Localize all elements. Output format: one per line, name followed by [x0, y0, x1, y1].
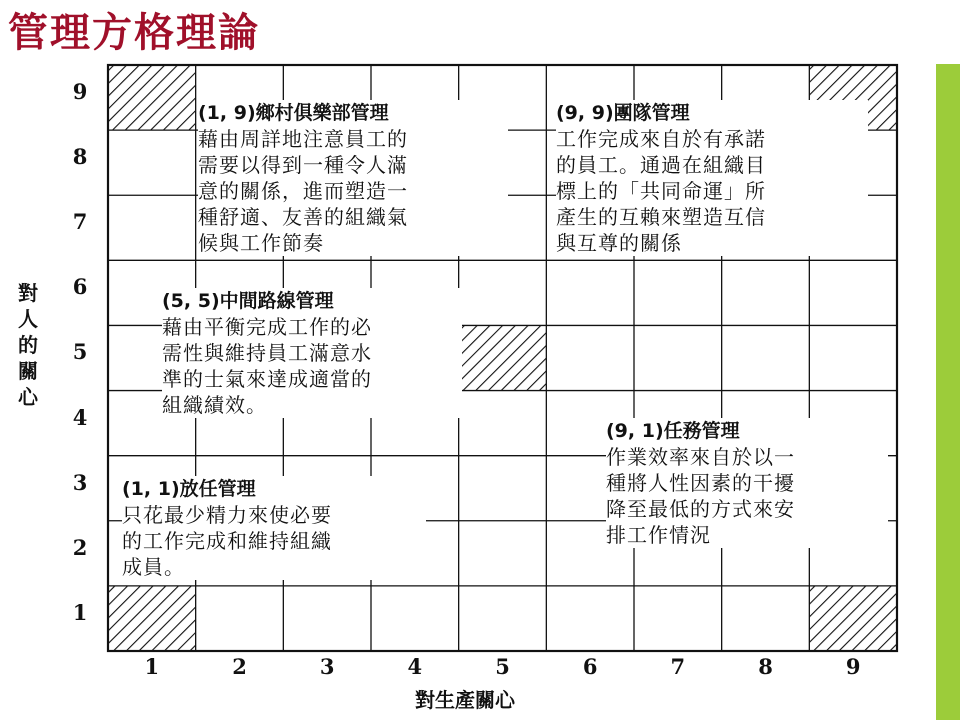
style-country-club-heading: (1, 9)鄉村俱樂部管理	[198, 102, 389, 124]
y-tick-label: 5	[72, 339, 88, 365]
x-tick-label: 2	[232, 654, 247, 679]
x-tick-label: 6	[582, 654, 598, 679]
style-team-text: 工作完成來自於有承諾 的員工。通過在組織目 標上的「共同命運」所 產生的互賴來塑造互信 與互尊的關係	[556, 127, 766, 255]
style-country-club	[198, 100, 508, 256]
hatched-cell	[108, 586, 196, 651]
y-axis-title: 對 人 的 關 心	[18, 281, 38, 409]
x-tick-label: 3	[319, 654, 335, 679]
style-impoverished-text: 只花最少精力來使必要 的工作完成和維持組織 成員。	[122, 503, 332, 579]
style-middle-road-heading: (5, 5)中間路線管理	[162, 290, 334, 312]
style-middle-road-text: 藉由平衡完成工作的必 需性與維持員工滿意水 準的士氣來達成適當的 組織績效。	[162, 315, 372, 417]
style-team	[556, 100, 868, 256]
hatched-cell	[459, 325, 547, 390]
style-task	[606, 418, 888, 548]
page-title: 管理方格理論	[8, 10, 260, 56]
x-tick-label: 5	[495, 654, 510, 679]
y-tick-label: 6	[72, 274, 88, 300]
x-tick-label: 7	[670, 654, 686, 679]
hatched-cell	[108, 65, 196, 130]
style-impoverished	[122, 476, 426, 580]
hatched-cell	[809, 586, 897, 651]
y-tick-label: 2	[72, 534, 88, 560]
x-tick-label: 9	[845, 654, 861, 679]
style-middle-road	[162, 288, 462, 418]
style-country-club-text: 藉由周詳地注意員工的 需要以得到一種令人滿 意的關係，進而塑造一 種舒適、友善的組織氣 候與工作節奏	[198, 127, 408, 255]
y-tick-label: 4	[72, 404, 88, 430]
y-tick-label: 9	[72, 79, 88, 104]
y-tick-label: 3	[72, 469, 88, 495]
x-axis-title: 對生產關心	[415, 688, 515, 712]
style-task-text: 作業效率來自於以一 種將人性因素的干擾 降至最低的方式來安 排工作情況	[606, 445, 795, 547]
style-task-heading: (9, 1)任務管理	[606, 420, 740, 442]
style-impoverished-heading: (1, 1)放任管理	[122, 478, 256, 500]
y-tick-label: 1	[72, 599, 88, 625]
x-tick-label: 4	[407, 654, 423, 679]
style-team-heading: (9, 9)團隊管理	[556, 102, 690, 124]
x-tick-label: 8	[758, 654, 773, 679]
x-tick-label: 1	[144, 654, 160, 679]
y-tick-label: 8	[72, 144, 88, 170]
y-tick-label: 7	[72, 209, 88, 235]
